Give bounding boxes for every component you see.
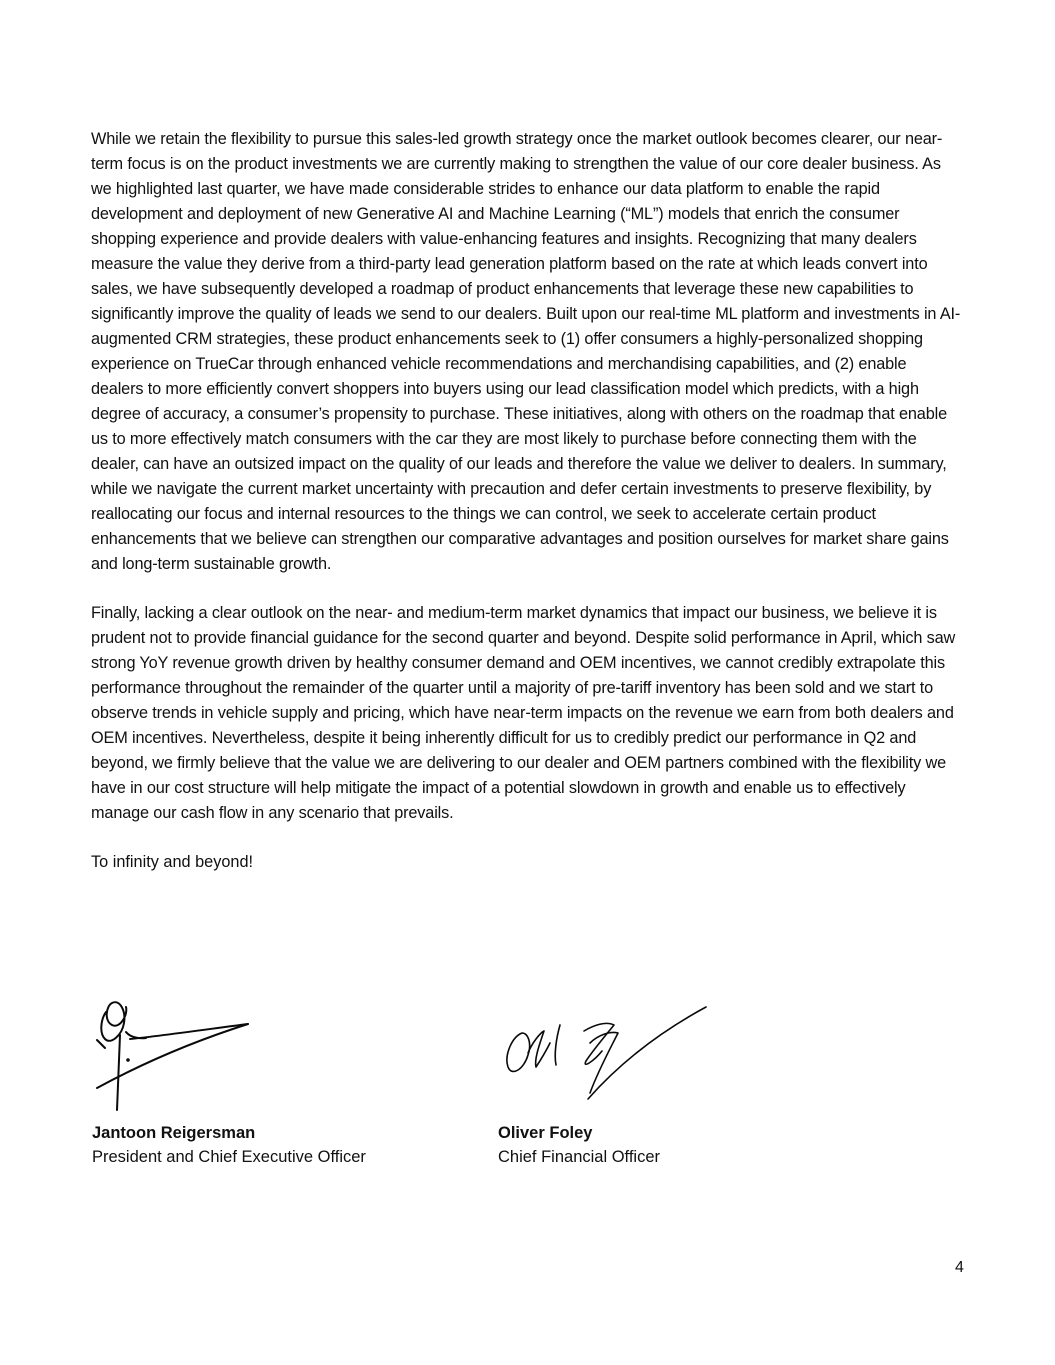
signature-ceo [92,995,262,1117]
signature-cfo [498,995,718,1117]
paragraph-financial-guidance: Finally, lacking a clear outlook on the near- and medium-term market dynamics that impact our business, we believe it is prudent not to provide financial guidance for the second quarter and beyond. Despite solid performance in April, which saw strong YoY revenue growth driven by healthy consumer demand and OEM incentives, we cannot credibly extrapolate this performance throughout the remainder of the quarter until a majority of pre-tariff inventory has been sold and we start to observe trends in vehicle supply and pricing, which have near-term impacts on the revenue we earn from both dealers and OEM incentives. Nevertheless, despite it being inherently difficult for us to credibly predict our performance in Q2 and beyond, we firmly believe that the value we are delivering to our dealer and OEM partners combined with the flexibility we have in our cost structure will help mitigate the impact of a potential slowdown in growth and enable us to effectively manage our cash flow in any scenario that prevails. [91,604,956,822]
signer-title-cfo: Chief Financial Officer [498,1148,661,1166]
page-number: 4 [955,1259,964,1276]
signer-title-ceo: President and Chief Executive Officer [92,1148,366,1166]
closing-line: To infinity and beyond! [91,853,254,871]
signature-block-cfo [498,995,858,1169]
paragraph-product-investments: While we retain the flexibility to pursue this sales-led growth strategy once the market outlook becomes clearer, our near-term focus is on the product investments we are currently making to strengthen the value of our core dealer business. As we highlighted last quarter, we have made considerable strides to enhance our data platform to enable the rapid development and deployment of new Generative AI and Machine Learning (“ML”) models that enrich the consumer shopping experience and provide dealers with value-enhancing features and insights. Recognizing that many dealers measure the value they derive from a third-party lead generation platform based on the rate at which leads convert into sales, we have subsequently developed a roadmap of product enhancements that leverage these new capabilities to significantly improve the quality of leads we send to our dealers. Built upon our real-time ML platform and investments in AI-augmented CRM strategies, these product enhancements seek to (1) offer consumers a highly-personalized shopping experience on TrueCar through enhanced vehicle recommendations and merchandising capabilities, and (2) enable dealers to more efficiently convert shoppers into buyers using our lead classification model which predicts, with a high degree of accuracy, a consumer’s propensity to purchase. These initiatives, along with others on the roadmap that enable us to more effectively match consumers with the car they are most likely to purchase before connecting them with the dealer, can have an outsized impact on the quality of our leads and therefore the value we deliver to dealers. In summary, while we navigate the current market uncertainty with precaution and defer certain investments to preserve flexibility, by reallocating our focus and internal resources to the things we can control, we seek to accelerate certain product enhancements that we believe can strengthen our comparative advantages and position ourselves for market share gains and long-term sustainable growth. [91,130,961,573]
letter-body [91,127,961,875]
signer-name-cfo: Oliver Foley [498,1124,593,1142]
signature-block-ceo [92,995,452,1169]
signer-name-ceo: Jantoon Reigersman [92,1124,256,1142]
